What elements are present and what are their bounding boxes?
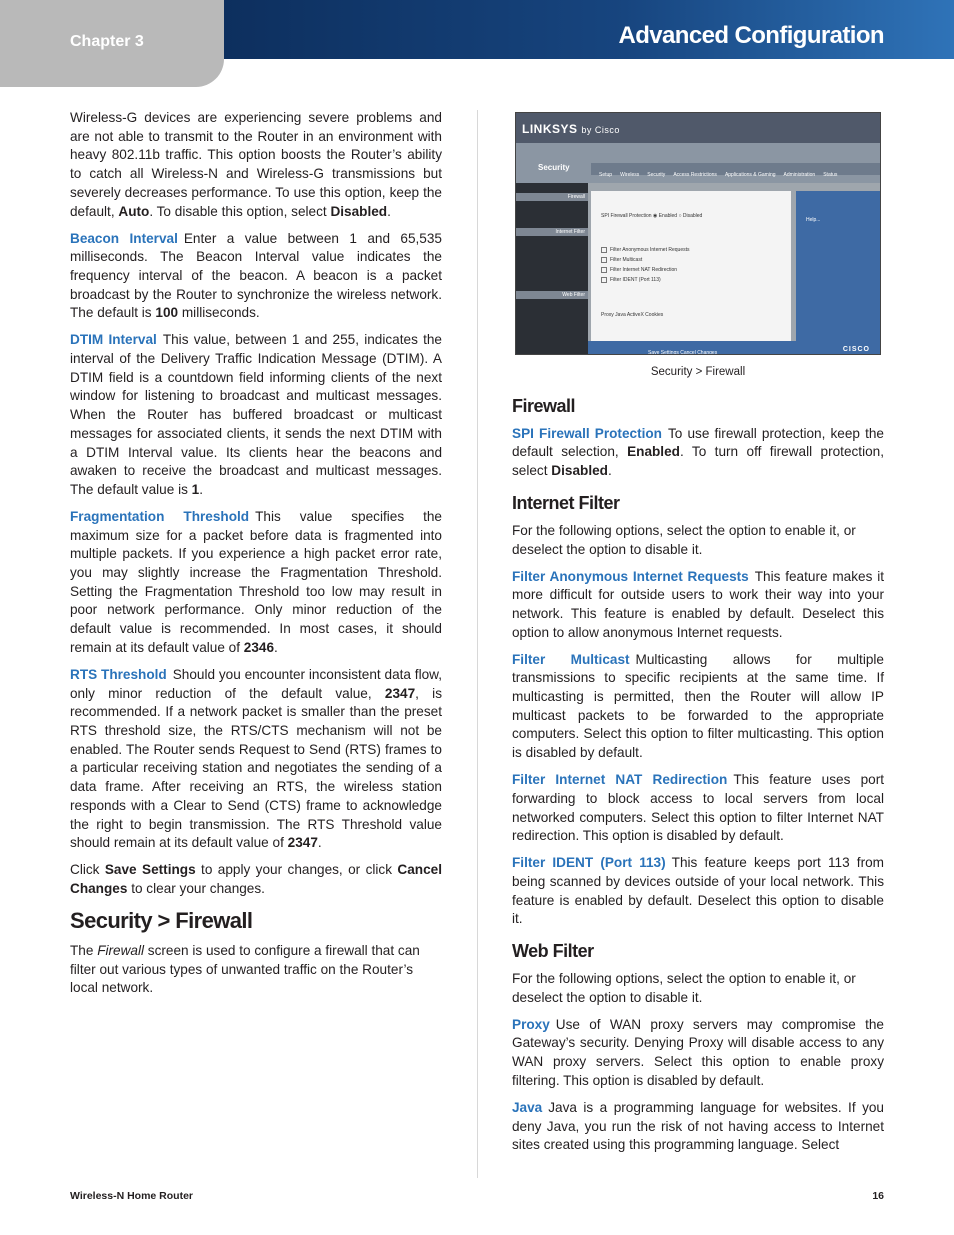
screenshot-label-internet-filter: Internet Filter (516, 228, 588, 236)
spi-paragraph: SPI Firewall Protection To use firewall protection, keep the default selection, Enabled. To turn off firewall protection, select Disabled. (512, 425, 884, 479)
java-term: Java (512, 1099, 543, 1115)
linksys-logo: LINKSYS by Cisco (522, 122, 620, 136)
fragmentation-paragraph: Fragmentation Threshold This value specifies the maximum size for a packet before data is fragmented into multiple packets. If you experience a high packet error rate, you may slightly increase the Fragmentation Threshold. Setting the Fragmentation Threshold too low may result in poor network performance. Only minor reduction of the default value is recommended. In most cases, it should remain at its default value of 2346. (70, 508, 442, 655)
screenshot-label-firewall: Firewall (516, 193, 588, 201)
proxy-term: Proxy (512, 1016, 550, 1032)
screenshot-header (516, 113, 880, 143)
screenshot-filter-row: Filter Anonymous Internet Requests (601, 241, 690, 260)
anonymous-term: Filter Anonymous Internet Requests (512, 568, 749, 584)
firewall-intro-paragraph: The Firewall screen is used to configure a firewall that can filter out various types of unwanted traffic on the Router’s local network. (70, 942, 420, 996)
screenshot-sidebar (516, 183, 588, 354)
firewall-screenshot (515, 112, 881, 355)
java-paragraph: Java Java is a programming language for websites. If you deny Java, you run the risk of not having access to Internet sites created using this programming language. Select (512, 1099, 884, 1153)
screenshot-help-panel: Help... (796, 191, 880, 341)
dtim-paragraph: DTIM Interval This value, between 1 and 255, indicates the interval of the Delivery Traffic Indication Message (DTIM). A DTIM field is a countdown field informing clients of the next window for listening to broadcast and multicast messages. When the Router has buffered broadcast or multicast messages for associated clients, it sends the next DTIM with a DTIM Interval value. Its clients hear the beacons and awaken to receive the broadcast and multicast messages. The default value is 1. (70, 332, 442, 497)
multicast-term: Filter Multicast (512, 651, 630, 667)
right-column (512, 106, 884, 1163)
firewall-heading: Firewall (512, 395, 576, 416)
footer-product: Wireless-N Home Router (70, 1190, 194, 1202)
rts-term: RTS Threshold (70, 666, 167, 682)
spi-term: SPI Firewall Protection (512, 425, 662, 441)
dtim-term: DTIM Interval (70, 332, 157, 348)
header-bar (224, 0, 954, 59)
multicast-paragraph: Filter Multicast Multicasting allows for multiple transmissions to specific recipients at the same time. If multicasting is permitted, then the Router will allow IP multicast packets to be forwarded to the appropriate computers. Select this option to filter multicasting. This option is disabled by default. (512, 651, 884, 761)
screenshot-filter-row: Filter Internet NAT Redirection (601, 261, 677, 280)
web-filter-intro: For the following options, select the option to enable it, or deselect the option to disable it. (512, 971, 856, 1005)
screenshot-web-row: Proxy Java ActiveX Cookies (601, 312, 664, 318)
column-divider (477, 110, 478, 1178)
screenshot-main (591, 191, 791, 341)
fragmentation-term: Fragmentation Threshold (70, 508, 250, 524)
web-filter-heading: Web Filter (512, 941, 594, 962)
click-paragraph: Click Save Settings to apply your changes, or click Cancel Changes to clear your changes. (70, 862, 442, 896)
cisco-logo: CISCO (842, 346, 870, 353)
beacon-paragraph: Beacon Interval Enter a value between 1 and 65,535 milliseconds. The Beacon Interval value indicates the frequency interval of the beacon. A beacon is a packet broadcast by the Router to synchronize the wireless network. The default is 100 milliseconds. (70, 230, 442, 321)
screenshot-section-label: Security (538, 163, 570, 172)
nat-paragraph: Filter Internet NAT Redirection This feature uses port forwarding to block access to local servers from local networked computers. Select this option to filter Internet NAT redirection. This option is disabled by default. (512, 772, 884, 844)
beacon-term: Beacon Interval (70, 230, 178, 246)
internet-filter-intro: For the following options, select the option to enable it, or deselect the option to disable it. (512, 522, 856, 557)
internet-filter-heading: Internet Filter (512, 492, 620, 513)
screenshot-label-web-filter: Web Filter (516, 291, 588, 299)
chapter-tab (0, 0, 224, 87)
page-title: Advanced Configuration (618, 22, 884, 49)
screenshot-button-bar: Save Settings Cancel Changes (588, 341, 880, 354)
proxy-paragraph: Proxy Use of WAN proxy servers may compromise the Gateway’s security. Denying Proxy will disable access to any WAN proxy servers. Select this option to enable proxy filtering. This option is disabled by default. (512, 1016, 884, 1088)
left-column (70, 109, 442, 1006)
ident-term: Filter IDENT (Port 113) (512, 855, 666, 871)
screenshot-tabs: Setup Wireless Security Access Restrictions Applications & Gaming Administration Status (591, 163, 880, 175)
page-number: 16 (872, 1190, 884, 1202)
anonymous-paragraph: Filter Anonymous Internet Requests This feature makes it more difficult for outside users to work their way into your network. This feature is enabled by default. Deselect this option to allow anonymous Internet requests. (512, 568, 884, 640)
screenshot-filter-row: Filter IDENT (Port 113) (601, 271, 661, 290)
screenshot-spi-row: SPI Firewall Protection ◉ Enabled ○ Disabled (601, 213, 703, 219)
nat-term: Filter Internet NAT Redirection (512, 772, 728, 788)
screenshot-filter-row: Filter Multicast (601, 251, 642, 270)
screenshot-caption: Security > Firewall (650, 366, 746, 378)
rts-paragraph: RTS Threshold Should you encounter inconsistent data flow, only minor reduction of the default value, 2347, is recommended. If a network packet is smaller than the preset RTS threshold size, the RTS/CTS mechanism will not be enabled. The Router sends Request to Send (RTS) frames to a particular receiving station and negotiates the sending of a data frame. After receiving an RTS, the wireless station responds with a Clear to Send (CTS) frame to acknowledge the right to begin transmission. The RTS Threshold value should remain at its default value of 2347. (70, 666, 442, 851)
intro-paragraph: Wireless-G devices are experiencing severe problems and are not able to transmit to the Router in an environment with heavy 802.11b traffic. This option boosts the Router’s ability to catch all Wireless-N and Wireless-G transmissions but severely decreases performance. To use this option, keep the default, Auto. To disable this option, select Disabled. (70, 110, 442, 219)
security-firewall-heading: Security > Firewall (70, 907, 253, 933)
chapter-label: Chapter 3 (70, 33, 144, 50)
ident-paragraph: Filter IDENT (Port 113) This feature keeps port 113 from being scanned by devices outside of your local network. This feature is enabled by default. Deselect this option to disable it. (512, 855, 884, 927)
